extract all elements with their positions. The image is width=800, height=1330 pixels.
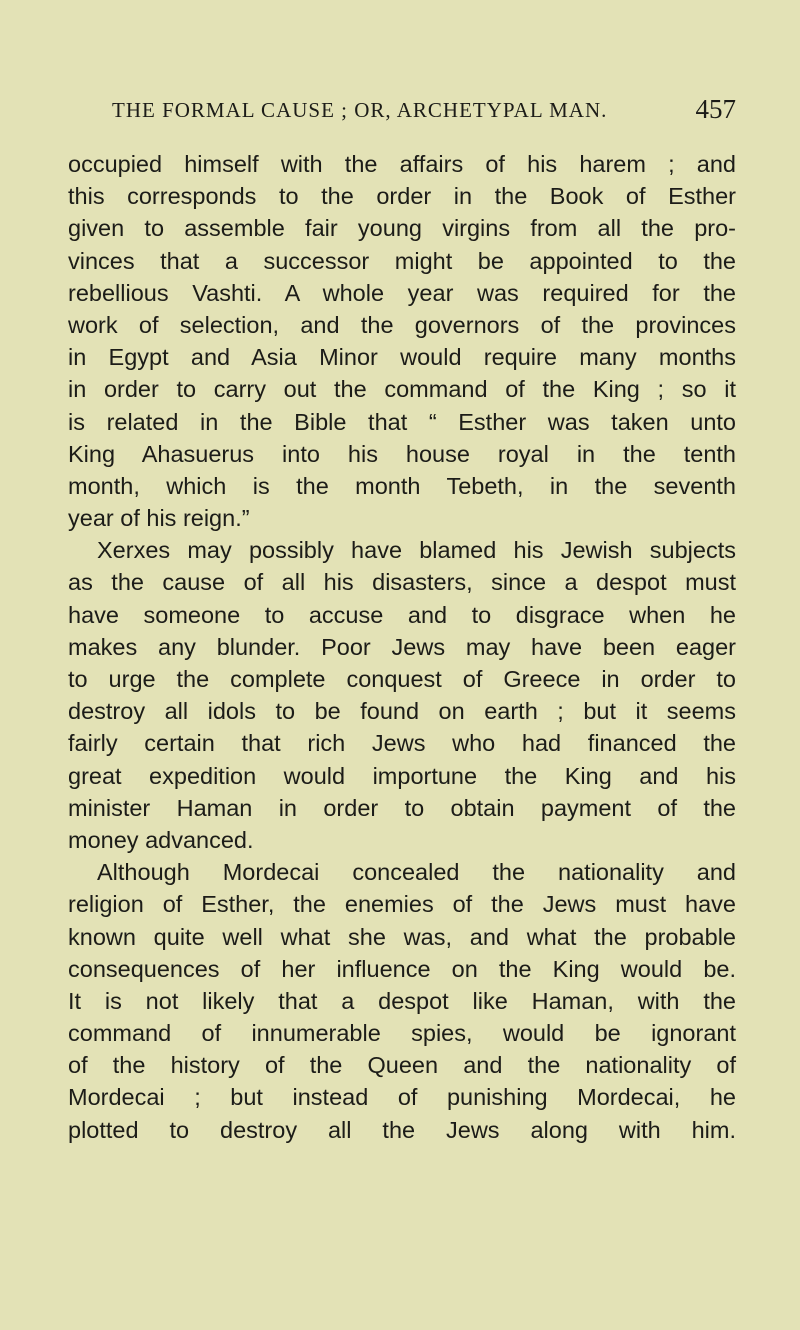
text-line: to urge the complete conquest of Greece in order to: [68, 666, 736, 692]
text-line: command of innumerable spies, would be ignorant: [68, 1020, 736, 1047]
text-line: plotted to destroy all the Jews along with him.: [68, 1116, 736, 1143]
text-line: in order to carry out the command of the King ; so it: [68, 376, 736, 403]
text-line: occupied himself with the affairs of his harem ; and: [68, 151, 736, 177]
page-number: 457: [695, 94, 736, 124]
text-line: King Ahasuerus into his house royal in the tenth: [68, 440, 736, 467]
text-line: Although Mordecai concealed the nationality and: [97, 859, 736, 886]
text-line: fairly certain that rich Jews who had financed the: [68, 730, 736, 757]
text-line: work of selection, and the governors of the provinces: [68, 311, 736, 338]
running-head: THE FORMAL CAUSE ; OR, ARCHETYPAL MAN.: [112, 98, 608, 122]
text-line: great expedition would importune the King and his: [68, 762, 736, 789]
text-line: year of his reign.”: [68, 505, 250, 532]
text-line: vinces that a successor might be appointed to the: [68, 247, 736, 274]
text-line: consequences of her influence on the King would be.: [68, 955, 736, 982]
text-line: religion of Esther, the enemies of the Jews must have: [68, 891, 736, 918]
text-line: money advanced.: [68, 826, 254, 853]
text-line: minister Haman in order to obtain payment of the: [68, 794, 736, 821]
text-line: makes any blunder. Poor Jews may have been eager: [68, 633, 736, 660]
text-line: as the cause of all his disasters, since a despot must: [68, 569, 736, 596]
text-line: of the history of the Queen and the nationality of: [68, 1052, 736, 1079]
text-line: month, which is the month Tebeth, in the seventh: [68, 472, 736, 499]
text-line: rebellious Vashti. A whole year was required for the: [68, 279, 736, 306]
page-header: [112, 92, 736, 132]
text-line: have someone to accuse and to disgrace when he: [68, 601, 736, 628]
text-line: is related in the Bible that “ Esther was taken unto: [68, 408, 736, 435]
text-line: Mordecai ; but instead of punishing Mordecai, he: [68, 1084, 736, 1111]
text-line: this corresponds to the order in the Book of Esther: [68, 183, 736, 210]
text-line: given to assemble fair young virgins from all the pro-: [68, 215, 736, 242]
text-line: known quite well what she was, and what the probable: [68, 923, 736, 950]
text-line: in Egypt and Asia Minor would require many months: [68, 344, 736, 371]
text-line: It is not likely that a despot like Haman, with the: [68, 987, 736, 1014]
text-line: destroy all idols to be found on earth ; but it seems: [68, 698, 736, 725]
body-text: [68, 148, 736, 1146]
text-line: Xerxes may possibly have blamed his Jewish subjects: [97, 537, 736, 564]
